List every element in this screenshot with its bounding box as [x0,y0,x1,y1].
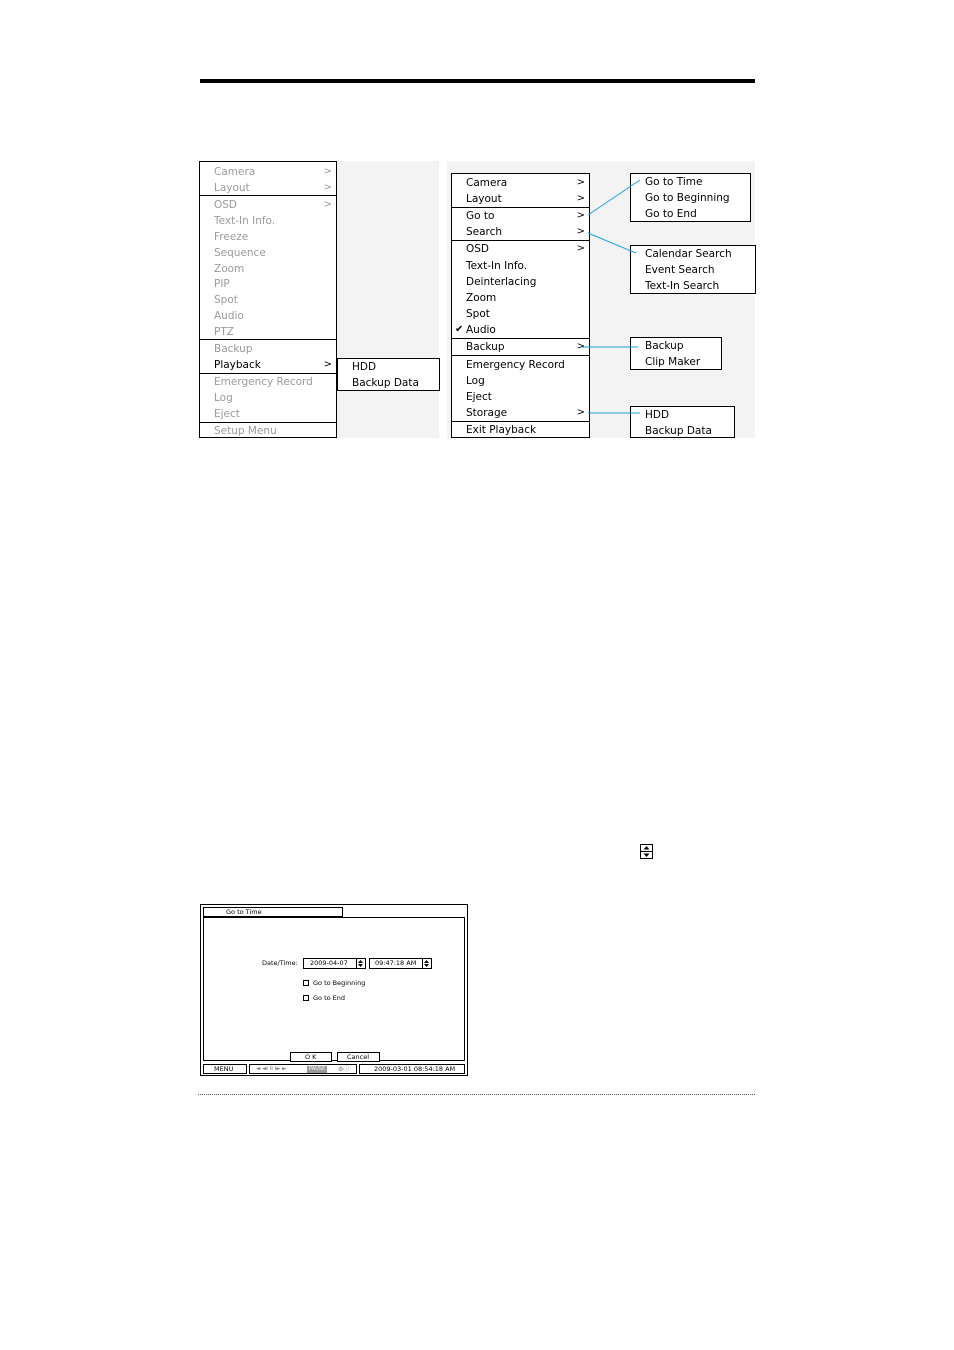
checkmark-icon: ✔ [455,324,464,335]
chevron-right-icon: > [576,341,585,352]
status-datetime-text: 2009-03-01 08:54:18 AM [374,1065,456,1073]
menu-item-ptz[interactable]: PTZ [214,326,234,338]
go-to-end-checkbox[interactable] [303,995,309,1001]
playback-controls[interactable]: ◄ ◄I II I► ► [256,1066,287,1072]
stepper-icon [640,844,654,860]
submenu-item-backup[interactable]: Backup [645,340,684,352]
submenu-item-backup-data[interactable]: Backup Data [645,425,712,437]
menu-item-spot[interactable]: Spot [466,308,490,320]
menu-item-exit-playback[interactable]: Exit Playback [466,424,537,436]
menu-item-emergency-record[interactable]: Emergency Record [466,359,565,371]
submenu-item-calendar-search[interactable]: Calendar Search [645,248,732,260]
menu-item-go-to[interactable]: Go to > [466,210,585,222]
menu-item-zoom[interactable]: Zoom [214,263,245,275]
menu-item-camera[interactable]: Camera > [466,177,585,189]
submenu-item-go-to-end[interactable]: Go to End [645,208,697,220]
chevron-right-icon: > [323,182,332,193]
time-field[interactable] [369,958,432,969]
submenu-item-go-to-beginning[interactable]: Go to Beginning [645,192,730,204]
chevron-right-icon: > [323,199,332,210]
menu-item-search[interactable]: Search > [466,226,585,238]
menu-item-pip[interactable]: PIP [214,278,230,290]
date-stepper-icon[interactable] [356,959,365,968]
cancel-label: Cancel [347,1053,370,1061]
playback-control-bar [249,1064,357,1074]
cancel-button[interactable] [337,1052,380,1062]
menu-item-camera[interactable]: Camera > [214,166,332,178]
ok-label: O K [305,1053,317,1061]
menu-item-eject[interactable]: Eject [466,391,492,403]
menu-item-playback[interactable]: Playback > [214,359,332,371]
submenu-item-text-in-search[interactable]: Text-In Search [645,280,720,292]
connector-goto [588,180,640,215]
ok-button[interactable] [290,1052,332,1062]
menu-item-zoom[interactable]: Zoom [466,292,497,304]
date-field[interactable] [303,958,366,969]
menu-item-backup[interactable]: Backup [214,343,253,355]
menu-item-sequence[interactable]: Sequence [214,247,266,259]
time-value: 09:47:18 AM [375,959,417,967]
menu-item-layout[interactable]: Layout > [214,182,332,194]
connector-search [588,233,636,253]
go-to-time-screen [200,904,468,1076]
submenu-item-hdd[interactable]: HDD [645,409,670,421]
chevron-right-icon: > [576,177,585,188]
chevron-right-icon: > [323,166,332,177]
datetime-label: Date/Time: [262,959,298,967]
menu-button[interactable] [203,1064,247,1074]
menu-item-emergency-record[interactable]: Emergency Record [214,376,313,388]
status-icons: ⚙ⓘ [338,1066,350,1073]
submenu-item-event-search[interactable]: Event Search [645,264,715,276]
menu-item-storage[interactable]: Storage > [466,407,585,419]
menu-item-spot[interactable]: Spot [214,294,238,306]
menu-item-osd[interactable]: OSD > [466,243,585,255]
submenu-item-hdd[interactable]: HDD [352,361,377,373]
menu-item-setup-menu[interactable]: Setup Menu [214,425,277,437]
dialog-body [203,917,465,1061]
menu-item-layout[interactable]: Layout > [466,193,585,205]
chevron-right-icon: > [576,243,585,254]
menu-item-audio[interactable]: ✔ Audio [455,324,496,336]
go-to-beginning-checkbox[interactable] [303,980,309,986]
menu-label: MENU [214,1065,234,1073]
submenu-item-clip-maker[interactable]: Clip Maker [645,356,701,368]
chevron-right-icon: > [576,226,585,237]
dialog-title-tab [203,907,343,917]
menu-item-log[interactable]: Log [466,375,485,387]
menu-item-deinterlacing[interactable]: Deinterlacing [466,276,537,288]
submenu-item-backup-data[interactable]: Backup Data [352,377,419,389]
dialog-title: Go to Time [226,908,262,916]
go-to-end-label: Go to End [313,994,346,1002]
menu-item-backup[interactable]: Backup > [466,341,585,353]
chevron-right-icon: > [323,359,332,370]
menu-item-audio[interactable]: Audio [214,310,244,322]
menu-item-osd[interactable]: OSD > [214,199,332,211]
date-value: 2009-04-07 [310,959,348,967]
status-datetime [359,1064,465,1074]
menu-item-text-in-info[interactable]: Text-In Info. [214,215,276,227]
pause-indicator: PAUSE [309,1066,326,1072]
go-to-beginning-label: Go to Beginning [313,979,366,987]
menu-item-freeze[interactable]: Freeze [214,231,249,243]
chevron-right-icon: > [576,193,585,204]
chevron-right-icon: > [576,407,585,418]
chevron-right-icon: > [576,210,585,221]
menu-item-eject[interactable]: Eject [214,408,240,420]
menu-item-log[interactable]: Log [214,392,233,404]
menu-item-text-in-info[interactable]: Text-In Info. [466,260,528,272]
time-stepper-icon[interactable] [422,959,431,968]
submenu-item-go-to-time[interactable]: Go to Time [645,176,703,188]
